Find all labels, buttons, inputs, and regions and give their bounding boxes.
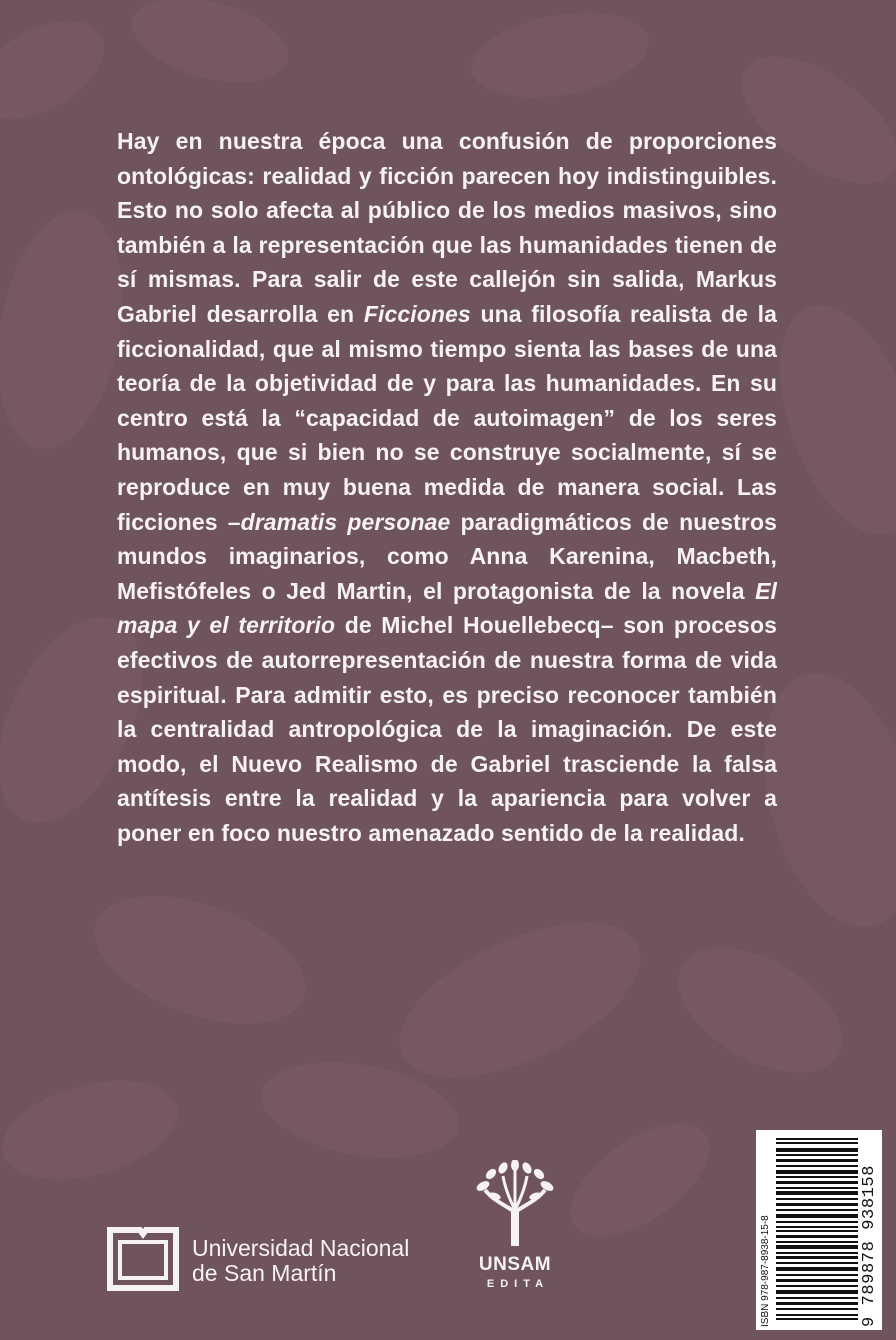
tree-icon: [475, 1160, 555, 1248]
university-name: [192, 1236, 409, 1286]
university-logo: [106, 1222, 426, 1312]
barcode-bars: [776, 1138, 858, 1322]
blurb-text-4: de Michel Houellebecq– son procesos efectivos de autorrepresentación de nuestra forma de vida espiritual. Para admitir esto, es preciso reconocer también la centralidad antropológica de la imaginación. De este modo, el Nuevo Realismo de Gabriel trasciende la falsa antítesis entre la realidad y la apariencia para volver a poner en foco nuestro amenazado sentido de la realidad.: [117, 612, 777, 846]
blurb-title-ficciones: Ficciones: [363, 300, 471, 327]
blurb-title-mapa: El mapa y el territorio: [117, 577, 777, 639]
isbn-label: ISBN 978-987-8938-15-8: [760, 1215, 771, 1327]
publisher-name: UNSAM: [478, 1254, 552, 1275]
blurb-text-1: Hay en nuestra época una confusión de proporciones ontológicas: realidad y ficción parecen hoy indistinguibles. Esto no solo afecta al público de los medios masivos, sino también a la representación que las humanidades tienen de sí mismas. Para salir de este callejón sin salida, Markus Gabriel desarrolla en: [117, 128, 777, 327]
blurb-text-3: paradigmáticos de nuestros mundos imaginarios, como Anna Karenina, Macbeth, Mefistófeles o Jed Martin, el protagonista de la novela: [117, 508, 777, 604]
open-book-icon: [106, 1222, 180, 1294]
publisher-logo: [470, 1160, 560, 1300]
isbn-barcode: [756, 1130, 882, 1330]
isbn-digits: 9 789878 938158: [860, 1164, 879, 1327]
publisher-subtitle: EDITA: [486, 1278, 550, 1290]
university-name-line1: Universidad Nacional: [192, 1235, 410, 1261]
blurb-text-2: una filosofía realista de la ficcionalidad, que al mismo tiempo sienta las bases de una teoría de la objetividad de y para las humanidades. En su centro está la “capacidad de autoimagen” de los seres humanos, que si bien no se construye socialmente, sí se reproduce en muy buena medida de manera social. Las ficciones: [117, 300, 777, 535]
blurb-italic-dramatis: –dramatis personae: [227, 508, 451, 535]
back-cover-blurb: [117, 124, 777, 850]
university-name-line2: de San Martín: [192, 1260, 337, 1286]
